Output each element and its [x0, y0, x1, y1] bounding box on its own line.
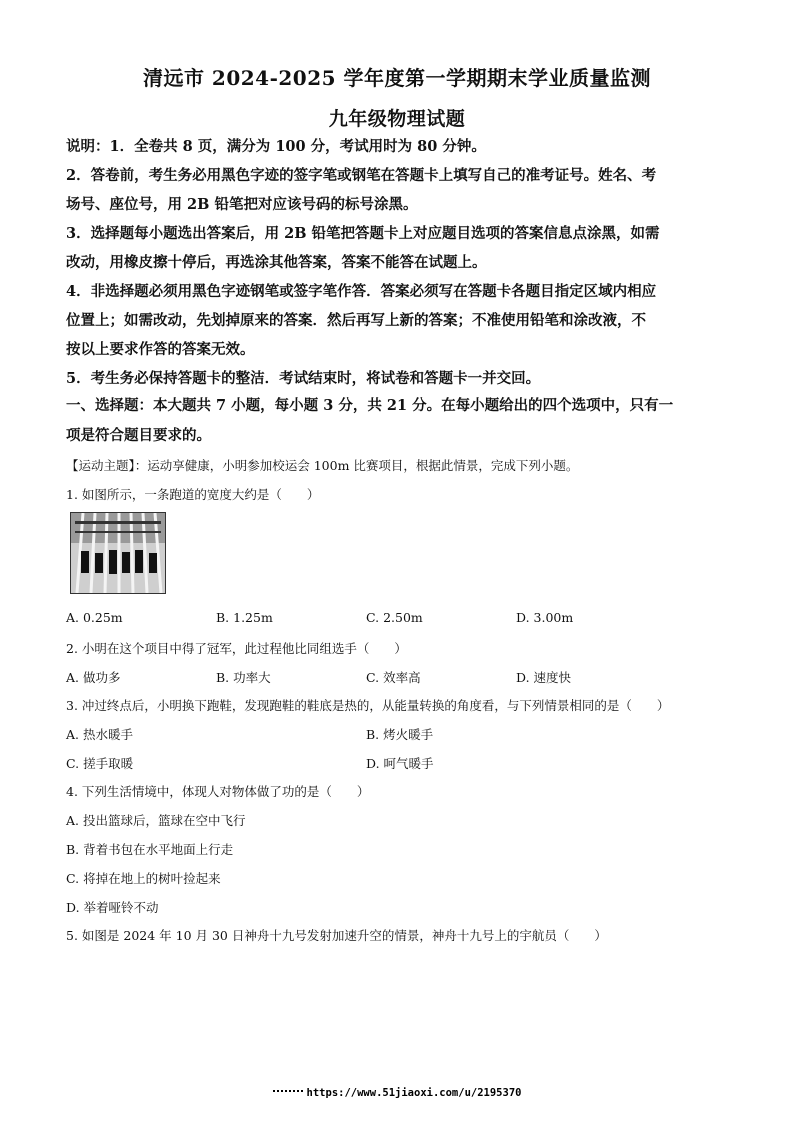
option-b[interactable]: B. 背着书包在水平地面上行走: [66, 842, 234, 857]
running-track-photo: [70, 512, 166, 594]
option-d[interactable]: D. 呵气暖手: [366, 756, 434, 771]
option-a[interactable]: A. 做功多: [66, 670, 121, 685]
question-stem: 3. 冲过终点后，小明换下跑鞋，发现跑鞋的鞋底是热的，从能量转换的角度看，与下列情景相同的是（ ）: [66, 698, 670, 713]
question-stem: 5. 如图是 2024 年 10 月 30 日神舟十九号发射加速升空的情景，神舟十九号上的宇航员（ ）: [66, 928, 607, 943]
section-heading: 一、选择题：本大题共 7 小题，每小题 3 分，共 21 分。在每小题给出的四个选项中，只有一: [66, 397, 674, 414]
option-a[interactable]: A. 投出篮球后，篮球在空中飞行: [66, 813, 246, 828]
instruction-line: 按以上要求作答的答案无效。: [66, 341, 255, 358]
exam-subtitle: 九年级物理试题: [328, 108, 466, 130]
option-a[interactable]: A. 热水暖手: [66, 727, 133, 742]
instruction-line: 5．考生务必保持答题卡的整洁．考试结束时，将试卷和答题卡一并交回。: [66, 370, 541, 387]
instruction-line: 改动，用橡皮擦十停后，再选涂其他答案，答案不能答在试题上。: [66, 254, 487, 271]
footer-url-text[interactable]: https://www.51jiaoxi.com/u/2195370: [306, 1087, 522, 1099]
instruction-line: 4．非选择题必须用黑色字迹钢笔或签字笔作答．答案必须写在答题卡各题目指定区域内相应: [66, 283, 657, 300]
instruction-line: 场号、座位号，用 2B 铅笔把对应该号码的标号涂黑。: [66, 196, 418, 213]
theme-text: 【运动主题】：运动享健康，小明参加校运会 100m 比赛项目，根据此情景，完成下列小题。: [66, 458, 579, 473]
instruction-line: 3．选择题每小题选出答案后，用 2B 铅笔把答题卡上对应题目选项的答案信息点涂黑，如需: [66, 225, 660, 242]
footer-url[interactable]: [0, 1087, 794, 1099]
question-stem: 1. 如图所示，一条跑道的宽度大约是（ ）: [66, 487, 320, 502]
instruction-line: 2．答卷前，考生务必用黑色字迹的签字笔或钢笔在答题卡上填写自己的准考证号。姓名、考: [66, 167, 657, 184]
option-b[interactable]: B. 1.25m: [216, 610, 273, 625]
option-c[interactable]: C. 效率高: [366, 670, 421, 685]
option-b[interactable]: B. 功率大: [216, 670, 271, 685]
instruction-line: 位置上；如需改动，先划掉原来的答案．然后再写上新的答案；不准使用铅笔和涂改液，不: [66, 312, 646, 329]
exam-title: 清远市 2024-2025 学年度第一学期期末学业质量监测: [142, 66, 652, 90]
section-heading: 项是符合题目要求的。: [66, 427, 211, 444]
option-d[interactable]: D. 速度快: [516, 670, 572, 685]
option-b[interactable]: B. 烤火暖手: [366, 727, 434, 742]
question-stem: 2. 小明在这个项目中得了冠军，此过程他比同组选手（ ）: [66, 641, 407, 656]
option-c[interactable]: C. 将掉在地上的树叶捡起来: [66, 871, 221, 886]
instruction-line: 说明：1．全卷共 8 页，满分为 100 分，考试用时为 80 分钟。: [66, 138, 486, 155]
option-d[interactable]: D. 3.00m: [516, 610, 574, 625]
option-d[interactable]: D. 举着哑铃不动: [66, 900, 159, 915]
option-c[interactable]: C. 搓手取暖: [66, 756, 134, 771]
option-a[interactable]: A. 0.25m: [66, 610, 123, 625]
option-c[interactable]: C. 2.50m: [366, 610, 423, 625]
dots-decoration: [273, 1090, 303, 1096]
question-stem: 4. 下列生活情境中，体现人对物体做了功的是（ ）: [66, 784, 370, 799]
